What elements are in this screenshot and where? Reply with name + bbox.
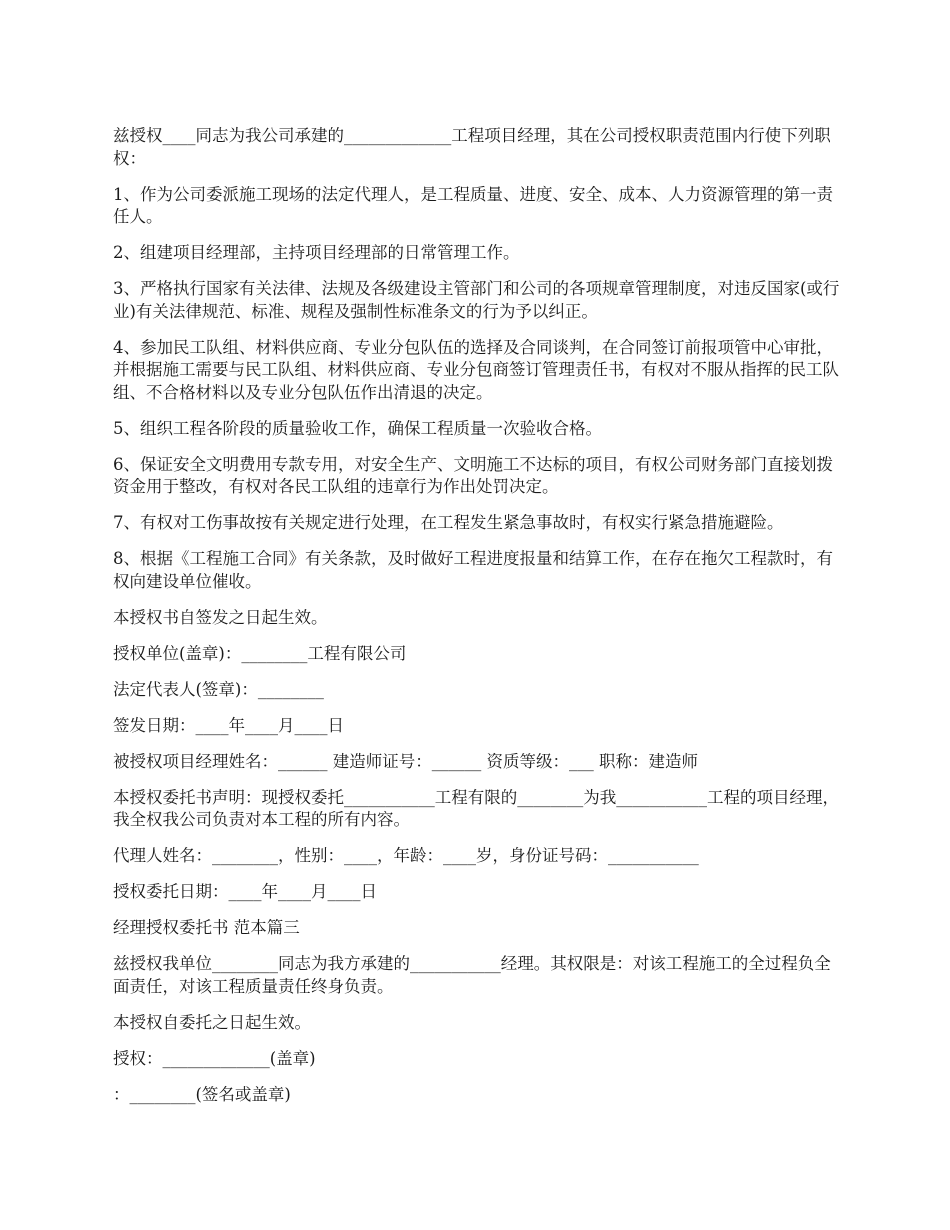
agent-info-line: 代理人姓名：________，性别：____，年龄：____岁，身份证号码：___________	[113, 846, 699, 865]
authority-item-3: 3、严格执行国家有关法律、法规及各级建设主管部门和公司的各项规章管理制度，对违反国家(或行业)有关法律规范、标准、规程及强制性标准条文的行为予以纠正。	[113, 279, 840, 321]
authority-item-2: 2、组建项目经理部，主持项目经理部的日常管理工作。	[113, 243, 520, 262]
section-three-effective: 本授权自委托之日起生效。	[113, 1012, 311, 1032]
issue-date-line: 签发日期：____年____月____日	[113, 715, 344, 735]
authority-item-5: 5、组织工程各阶段的质量验收工作，确保工程质量一次验收合格。	[113, 418, 602, 438]
section-heading: 经理授权委托书 范本篇三	[113, 918, 300, 937]
section-three-intro: 兹授权我单位________同志为我方承建的___________经理。其权限是：对该工程施工的全过程负全面责任，对该工程质量责任终身负责。	[113, 954, 831, 996]
intro-paragraph: 兹授权____同志为我公司承建的_____________工程项目经理，其在公司授权职责范围内行使下列职权：	[113, 126, 831, 168]
manager-info-line: 被授权项目经理姓名：______ 建造师证号：______ 资质等级：___ 职称：建造师	[113, 751, 698, 771]
declaration-paragraph: 本授权委托书声明：现授权委托___________工程有限的________为我___________工程的项目经理，我全权我公司负责对本工程的所有内容。	[113, 787, 839, 829]
authority-item-1: 1、作为公司委派施工现场的法定代理人，是工程质量、进度、安全、成本、人力资源管理的第一责任人。	[113, 184, 833, 226]
legal-representative-line: 法定代表人(签章)：________	[113, 679, 324, 699]
authorization-seal-line: 授权：_____________(盖章)	[113, 1048, 316, 1068]
authority-item-4: 4、参加民工队组、材料供应商、专业分包队伍的选择及合同谈判，在合同签订前报项管中心审批，并根据施工需要与民工队组、材料供应商、专业分包商签订管理责任书，有权对不服从指挥的民工队组、不合格材料以及专业分包队伍作出清退的决定。	[113, 337, 839, 402]
signature-line: ：________(签名或盖章)	[113, 1084, 291, 1104]
document-body	[113, 125, 843, 1120]
authority-item-8: 8、根据《工程施工合同》有关条款，及时做好工程进度报量和结算工作，在存在拖欠工程款时，有权向建设单位催收。	[113, 549, 833, 591]
authority-item-7: 7、有权对工伤事故按有关规定进行处理，在工程发生紧急事故时，有权实行紧急措施避险。	[113, 513, 784, 532]
authority-item-6: 6、保证安全文明费用专款专用，对安全生产、文明施工不达标的项目，有权公司财务部门直接划拨资金用于整改，有权对各民工队组的违章行为作出处罚决定。	[113, 454, 833, 496]
effective-statement: 本授权书自签发之日起生效。	[113, 607, 328, 627]
delegation-date-line: 授权委托日期：____年____月____日	[113, 882, 377, 901]
authorizing-unit-line: 授权单位(盖章)：________工程有限公司	[113, 643, 407, 663]
